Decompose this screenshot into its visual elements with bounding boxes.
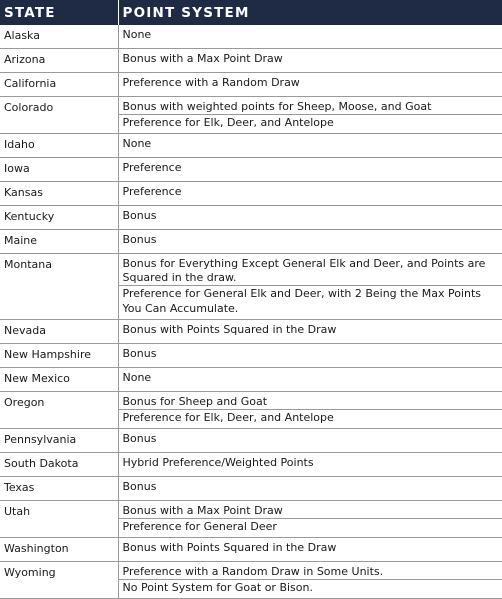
table-row [0,97,502,134]
point-system-entry: Bonus [119,429,502,446]
state-cell: Alaska [0,25,118,49]
point-system-entry: Hybrid Preference/Weighted Points [119,453,502,470]
point-system-cell [118,429,502,453]
point-system-entry: Bonus with a Max Point Draw [119,49,502,66]
state-cell: New Hampshire [0,344,118,368]
point-system-entry: Bonus [119,344,502,361]
point-system-entry: None [119,134,502,151]
point-system-cell [118,368,502,392]
point-system-cell [118,477,502,501]
point-system-entry: Bonus with Points Squared in the Draw [119,320,502,337]
point-system-entry: Bonus for Everything Except General Elk and Deer, and Points are Squared in the draw. [119,254,502,285]
table-row [0,49,502,73]
point-system-entry: No Point System for Goat or Bison. [119,579,502,595]
point-system-cell [118,97,502,134]
point-system-cell [118,344,502,368]
point-system-cell [118,501,502,538]
table-row [0,25,502,49]
state-cell: South Dakota [0,453,118,477]
state-cell: Iowa [0,158,118,182]
point-system-entry: None [119,368,502,385]
state-column-header: STATE [0,0,118,25]
point-system-column-header: POINT SYSTEM [118,0,502,25]
table-row [0,368,502,392]
table-row [0,230,502,254]
table-row [0,182,502,206]
point-system-entry: Preference for Elk, Deer, and Antelope [119,409,502,425]
point-system-cell [118,320,502,344]
point-system-entry: Preference for General Elk and Deer, with 2 Being the Max Points You Can Accumulate. [119,285,502,315]
point-system-cell [118,230,502,254]
point-system-cell [118,538,502,562]
state-cell: Arizona [0,49,118,73]
point-system-entry: Preference [119,182,502,199]
table-row [0,392,502,429]
point-system-cell [118,158,502,182]
point-system-entry: Preference [119,158,502,175]
point-system-entry: Preference with a Random Draw [119,73,502,90]
point-system-entry: Bonus [119,206,502,223]
state-cell: Washington [0,538,118,562]
point-system-entry: None [119,25,502,42]
point-system-cell [118,49,502,73]
table-row [0,429,502,453]
table-row [0,158,502,182]
table-row [0,562,502,599]
point-system-cell [118,25,502,49]
table-header-row [0,0,502,25]
state-cell: California [0,73,118,97]
point-system-entry: Preference for Elk, Deer, and Antelope [119,114,502,130]
point-system-entry: Bonus with a Max Point Draw [119,501,502,518]
state-cell: Kansas [0,182,118,206]
state-cell: Maine [0,230,118,254]
point-system-entry: Bonus with weighted points for Sheep, Moose, and Goat [119,97,502,114]
table-row [0,477,502,501]
point-system-entry: Bonus [119,477,502,494]
table-row [0,320,502,344]
table-row [0,254,502,320]
state-cell: Montana [0,254,118,320]
state-cell: Pennsylvania [0,429,118,453]
table-row [0,344,502,368]
point-system-cell [118,562,502,599]
table-row [0,73,502,97]
table-row [0,453,502,477]
table-body [0,25,502,599]
state-cell: Colorado [0,97,118,134]
state-cell: Utah [0,501,118,538]
point-system-cell [118,453,502,477]
state-cell: Texas [0,477,118,501]
state-cell: Oregon [0,392,118,429]
point-system-entry: Bonus with Points Squared in the Draw [119,538,502,555]
state-cell: Wyoming [0,562,118,599]
point-system-entry: Preference for General Deer [119,518,502,534]
point-system-cell [118,392,502,429]
point-system-cell [118,134,502,158]
point-system-cell [118,73,502,97]
point-system-cell [118,182,502,206]
table-row [0,538,502,562]
table-row [0,501,502,538]
point-system-cell [118,254,502,320]
state-cell: Kentucky [0,206,118,230]
state-cell: Nevada [0,320,118,344]
state-cell: Idaho [0,134,118,158]
table-row [0,206,502,230]
state-cell: New Mexico [0,368,118,392]
table-row [0,134,502,158]
point-system-entry: Bonus for Sheep and Goat [119,392,502,409]
point-system-cell [118,206,502,230]
point-system-entry: Preference with a Random Draw in Some Units. [119,562,502,579]
point-system-entry: Bonus [119,230,502,247]
